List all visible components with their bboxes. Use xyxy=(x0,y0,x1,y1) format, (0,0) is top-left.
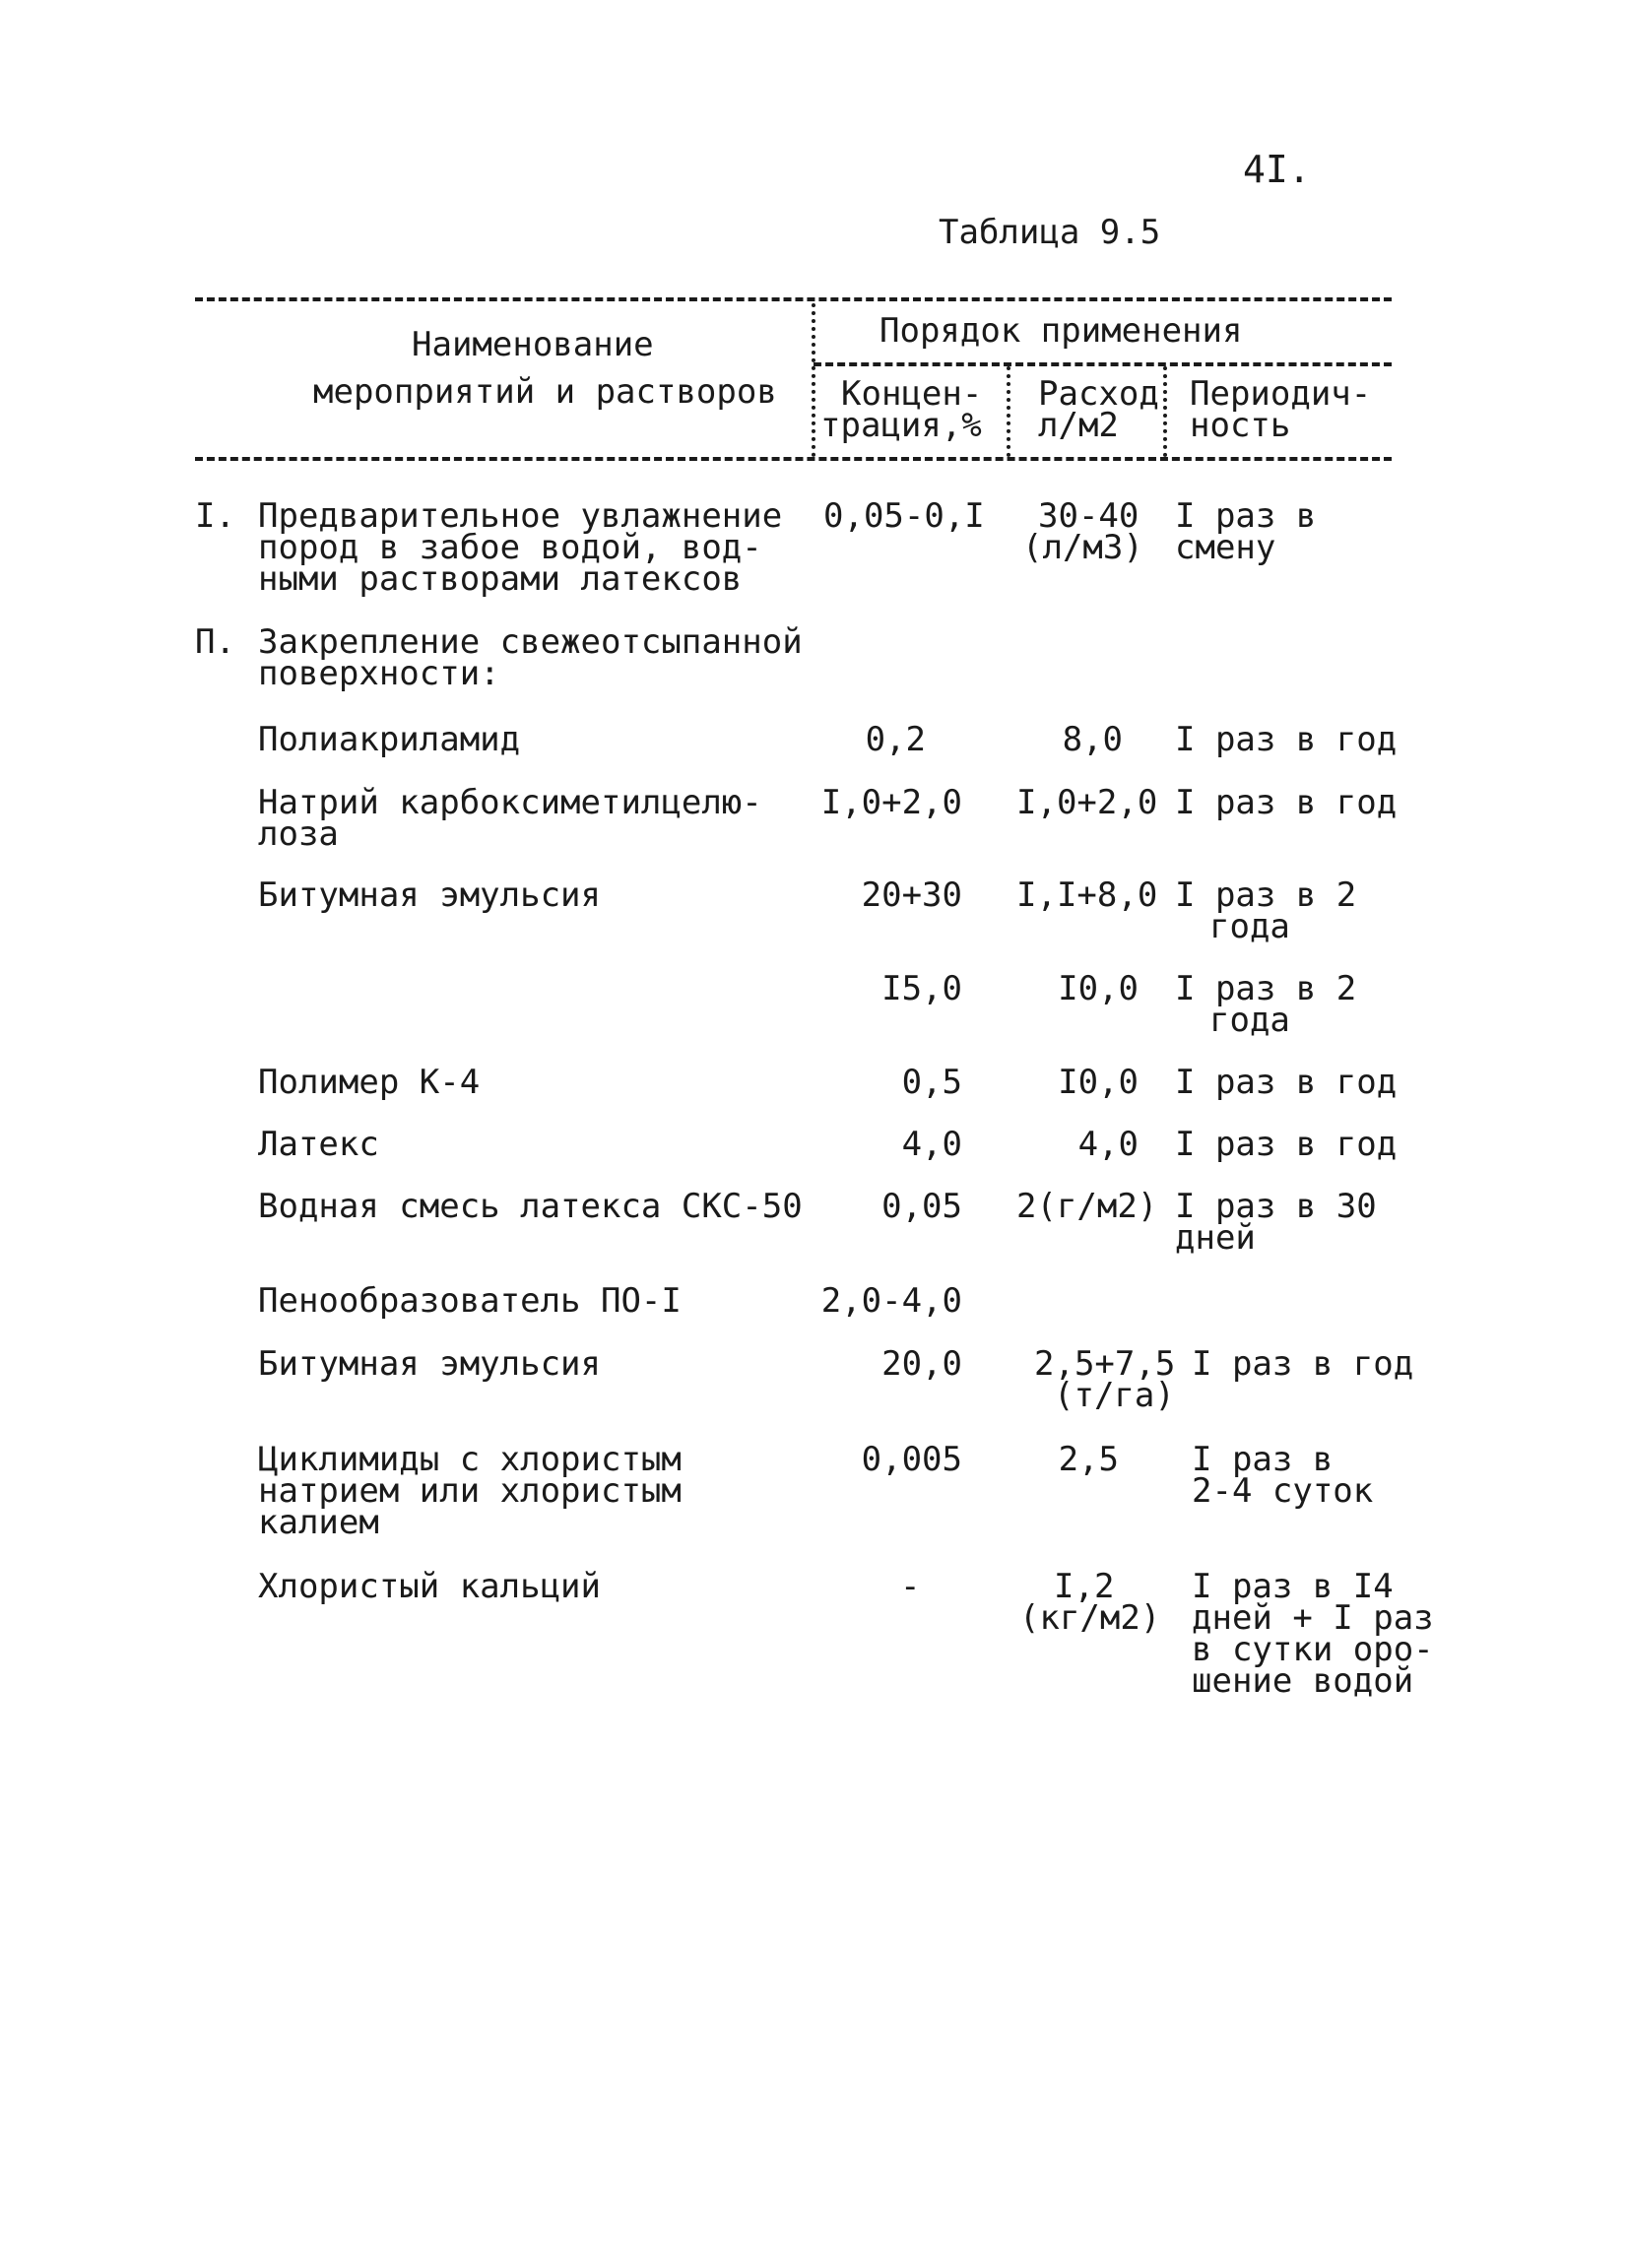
row-name-line: Закрепление свежеотсыпанной xyxy=(258,622,803,662)
row-name-line: Полимер К-4 xyxy=(258,1063,481,1102)
row-rate-line: 8,0 xyxy=(1062,720,1123,759)
header-name-line2: мероприятий и растворов xyxy=(313,372,777,412)
row-concentration: 4,0 xyxy=(901,1125,962,1164)
row-rate-line: (т/га) xyxy=(1054,1376,1175,1415)
row-concentration: 20,0 xyxy=(881,1344,962,1384)
row-concentration: 0,005 xyxy=(861,1440,962,1479)
header-concentration-line1: Концен- xyxy=(841,374,983,414)
row-name-line: пород в забое водой, вод- xyxy=(258,528,762,567)
row-rate-line: 2,5 xyxy=(1058,1440,1119,1479)
row-rate-line: 2,5+7,5 xyxy=(1034,1344,1176,1384)
row-period-line: I раз в год xyxy=(1175,1125,1398,1164)
header-name-line1: Наименование xyxy=(412,325,654,364)
row-period-line: дней xyxy=(1175,1218,1256,1258)
row-period-line: I раз в год xyxy=(1175,783,1398,822)
row-period-line: I раз в 2 xyxy=(1175,875,1357,915)
header-order: Порядок применения xyxy=(879,311,1243,351)
row-rate-line: I,2 xyxy=(1054,1567,1115,1606)
row-period-line: в сутки оро- xyxy=(1192,1630,1434,1669)
row-period-line: I раз в I4 xyxy=(1192,1567,1394,1606)
header-divider-2 xyxy=(1007,366,1010,457)
row-name-line: Битумная эмульсия xyxy=(258,875,601,915)
row-rate-line: (кг/м2) xyxy=(1019,1598,1161,1638)
row-concentration: - xyxy=(900,1567,921,1606)
row-name-line: натрием или хлористым xyxy=(258,1471,682,1511)
row-concentration: 0,5 xyxy=(901,1063,962,1102)
row-period-line: I раз в xyxy=(1175,496,1317,536)
row-name-line: Хлористый кальций xyxy=(258,1567,601,1606)
page-number: 4I. xyxy=(1243,148,1311,191)
row-name-line: лоза xyxy=(258,814,339,854)
row-rate-line: I,I+8,0 xyxy=(1016,875,1158,915)
row-concentration: 2,0-4,0 xyxy=(820,1281,962,1321)
header-divider-3 xyxy=(1163,366,1167,457)
row-rate-line: 30-40 xyxy=(1038,496,1140,536)
row-period-line: I раз в xyxy=(1192,1440,1334,1479)
row-concentration: I,0+2,0 xyxy=(820,783,962,822)
row-concentration: 0,05-0,I xyxy=(823,496,985,536)
row-name-line: Водная смесь латекса СКС-50 xyxy=(258,1187,803,1226)
row-period-line: года xyxy=(1209,1001,1290,1040)
row-period-line: I раз в год xyxy=(1192,1344,1414,1384)
header-rate-line1: Расход xyxy=(1038,374,1159,414)
header-period-line1: Периодич- xyxy=(1190,374,1372,414)
table-top-rule xyxy=(195,297,1392,301)
header-concentration-line2: трация,% xyxy=(820,406,982,445)
subheader-rule xyxy=(814,362,1392,366)
row-concentration: 20+30 xyxy=(861,875,962,915)
row-name-line: Битумная эмульсия xyxy=(258,1344,601,1384)
row-name-line: поверхности: xyxy=(258,654,500,693)
row-name-line: Пенообразователь ПО-I xyxy=(258,1281,682,1321)
header-divider-1 xyxy=(812,303,815,457)
row-period-line: смену xyxy=(1175,528,1276,567)
row-rate-line: (л/м3) xyxy=(1022,528,1143,567)
row-period-line: I раз в год xyxy=(1175,720,1398,759)
row-rate-line: I0,0 xyxy=(1058,969,1139,1008)
row-period-line: года xyxy=(1209,907,1290,946)
row-period-line: I раз в 30 xyxy=(1175,1187,1377,1226)
row-name-line: Полиакриламид xyxy=(258,720,521,759)
row-period-line: I раз в год xyxy=(1175,1063,1398,1102)
row-name-line: Циклимиды с хлористым xyxy=(258,1440,682,1479)
row-period-line: шение водой xyxy=(1192,1661,1414,1701)
row-rate-line: 2(г/м2) xyxy=(1016,1187,1158,1226)
row-number: П. xyxy=(195,622,235,662)
row-name-line: Предварительное увлажнение xyxy=(258,496,783,536)
row-concentration: I5,0 xyxy=(881,969,962,1008)
row-rate-line: I,0+2,0 xyxy=(1016,783,1158,822)
row-rate-line: I0,0 xyxy=(1058,1063,1139,1102)
row-period-line: 2-4 суток xyxy=(1192,1471,1374,1511)
row-period-line: дней + I раз xyxy=(1192,1598,1434,1638)
row-rate-line: 4,0 xyxy=(1077,1125,1139,1164)
row-name-line: ными растворами латексов xyxy=(258,559,743,599)
row-name-line: калием xyxy=(258,1503,379,1542)
header-rate-line2: л/м2 xyxy=(1038,406,1119,445)
header-bottom-rule xyxy=(195,457,1392,461)
table-title: Таблица 9.5 xyxy=(939,213,1161,252)
header-period-line2: ность xyxy=(1190,406,1291,445)
row-name-line: Натрий карбоксиметилцелю- xyxy=(258,783,762,822)
row-name-line: Латекс xyxy=(258,1125,379,1164)
row-concentration: 0,05 xyxy=(881,1187,962,1226)
row-number: I. xyxy=(195,496,235,536)
row-concentration: 0,2 xyxy=(865,720,926,759)
row-period-line: I раз в 2 xyxy=(1175,969,1357,1008)
